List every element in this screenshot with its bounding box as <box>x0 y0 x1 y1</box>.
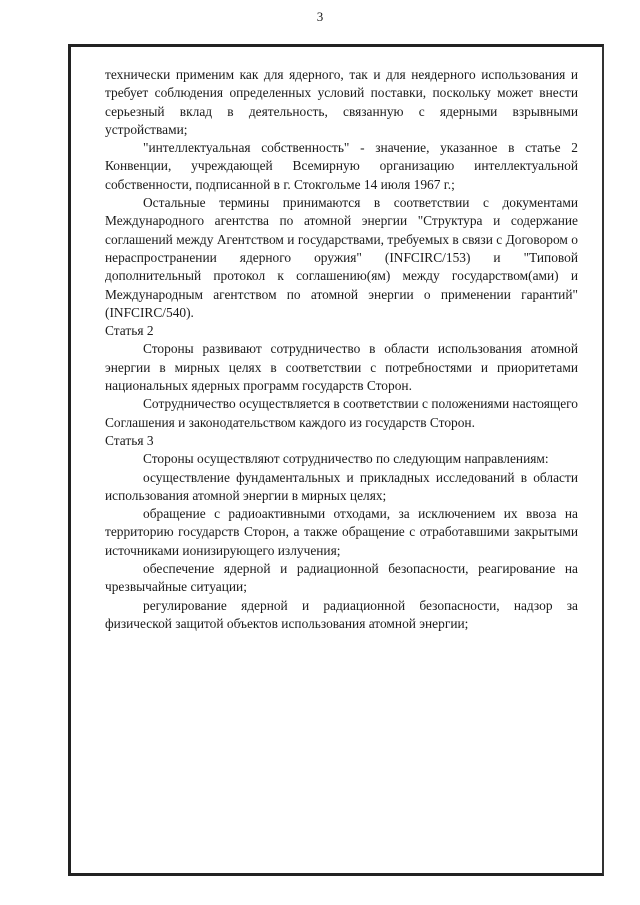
article-2-paragraph: Сотрудничество осуществляется в соответствии с положениями настоящего Соглашения и законодательством каждого из государств Сторон. <box>105 396 578 430</box>
article-3-item: регулирование ядерной и радиационной безопасности, надзор за физической защитой объектов использования атомной энергии; <box>105 597 578 631</box>
article-3-item: обеспечение ядерной и радиационной безопасности, реагирование на чрезвычайные ситуации; <box>105 561 578 595</box>
article-2-paragraph: Стороны развивают сотрудничество в области использования атомной энергии в мирных целях в соответствии с потребностями и приоритетами национальных ядерных программ государств Сторон. <box>105 341 578 394</box>
article-3-intro: Стороны осуществляют сотрудничество по следующим направлениям: <box>143 451 549 467</box>
article-3-heading: Статья 3 <box>105 432 154 448</box>
definition-continuation: технически применим как для ядерного, так и для неядерного использования и требует соблюдения определенных условий поставки, поскольку может внести серьезный вклад в деятельность, связанную с ядерными взрывными устройствами; <box>105 67 578 137</box>
document-body <box>105 66 578 633</box>
page-number: 3 <box>316 9 324 24</box>
article-2-heading: Статья 2 <box>105 323 154 339</box>
article-3-item: осуществление фундаментальных и прикладных исследований в области использования атомной энергии в мирных целях; <box>105 469 578 503</box>
other-terms-paragraph: Остальные термины принимаются в соответствии с документами Международного агентства по атомной энергии "Структура и содержание соглашений между Агентством и государствами, требуемых в связи с Договором о нераспространении ядерного оружия" (INFCIRC/153) и "Типовой дополнительный протокол к соглашению(ям) между государством(ами) и Международным агентством по атомной энергии о применении гарантий" (INFCIRC/540). <box>105 195 578 320</box>
definition-intellectual-property: "интеллектуальная собственность" - значение, указанное в статье 2 Конвенции, учреждающей Всемирную организацию интеллектуальной собственности, подписанной в г. Стокгольме 14 июля 1967 г.; <box>105 140 578 192</box>
article-3-item: обращение с радиоактивными отходами, за исключением их ввоза на территорию государств Сторон, а также обращение с отработавшими закрытыми источниками ионизирующего излучения; <box>105 506 578 558</box>
